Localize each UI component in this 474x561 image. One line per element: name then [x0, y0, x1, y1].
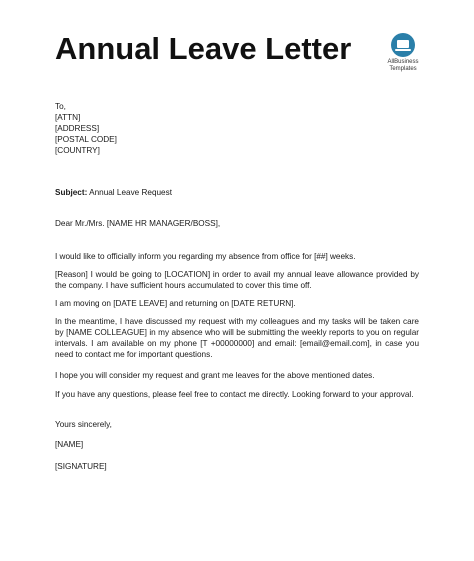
recipient-country: [COUNTRY] — [55, 146, 100, 155]
body-paragraph-6: If you have any questions, please feel free to contact me directly. Looking forward to your approval. — [55, 390, 414, 399]
brand-name-line1: AllBusiness — [387, 59, 419, 65]
body-paragraph-3: I am moving on [DATE LEAVE] and returning on [DATE RETURN]. — [55, 299, 296, 308]
body-paragraph-5: I hope you will consider my request and grant me leaves for the above mentioned dates. — [55, 371, 375, 380]
recipient-attn: [ATTN] — [55, 113, 81, 122]
subject-line — [55, 187, 172, 198]
brand-logo[interactable] — [383, 33, 423, 73]
recipient-postal-code: [POSTAL CODE] — [55, 135, 117, 144]
body-paragraph-4: In the meantime, I have discussed my request with my colleagues and my tasks will be taken care by [NAME COLLEAGUE] in my absence who will be submitting the weekly reports to you on regular intervals. I am available on my phone [T +00000000] and email: [email@email.com], in case you need to contact me for important questions. — [55, 317, 419, 359]
recipient-address: [ADDRESS] — [55, 124, 100, 133]
recipient-to: To, — [55, 102, 66, 111]
sender-name: [NAME] — [55, 440, 84, 449]
body-paragraph-2: [Reason] I would be going to [LOCATION] in order to avail my annual leave allowance provided by the company. I have sufficient hours accumulated to cover this time off. — [55, 270, 419, 290]
subject-label: Subject: — [55, 188, 88, 197]
body-paragraph-1: I would like to officially inform you regarding my absence from office for [##] weeks. — [55, 252, 356, 261]
brand-name-line2: Templates — [389, 66, 417, 72]
document-title: Annual Leave Letter — [55, 31, 352, 66]
salutation: Dear Mr./Mrs. [NAME HR MANAGER/BOSS], — [55, 219, 221, 228]
recipient-address-block — [55, 101, 255, 156]
sender-signature: [SIGNATURE] — [55, 462, 107, 471]
subject-text: Annual Leave Request — [87, 188, 172, 197]
laptop-icon — [391, 33, 415, 57]
closing: Yours sincerely, — [55, 420, 112, 429]
